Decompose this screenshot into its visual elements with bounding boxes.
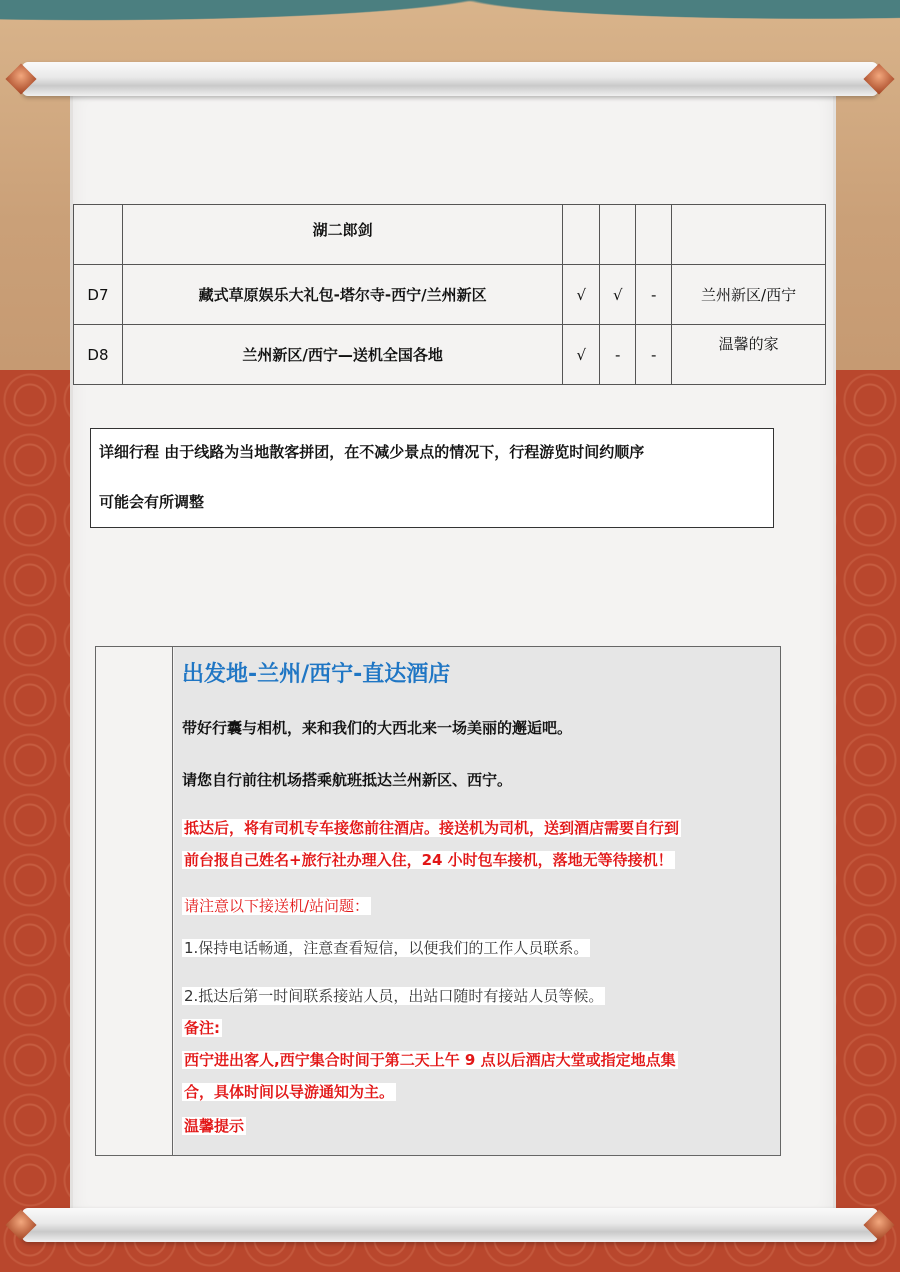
table-row — [74, 265, 826, 325]
intro-text: 带好行囊与相机，来和我们的大西北来一场美丽的邂逅吧。 — [182, 719, 573, 737]
meal-cell — [636, 205, 672, 265]
table-row — [74, 205, 826, 265]
meal-cell — [600, 205, 636, 265]
meal-cell: - — [636, 265, 672, 325]
pickup-line-1-text: 抵达后，将有司机专车接您前往酒店。接送机为司机，送到酒店需要自行到 — [184, 819, 680, 837]
meal-cell: - — [636, 325, 672, 385]
tip-2 — [182, 985, 605, 1006]
notice-line-2: 可能会有所调整 — [99, 493, 205, 511]
remark-label-text: 备注: — [184, 1019, 220, 1037]
route-cell: 兰州新区/西宁—送机全国各地 — [122, 325, 562, 385]
attention-label: 请注意以下接送机/站问题： — [184, 897, 370, 915]
day-cell: D8 — [74, 325, 123, 385]
meal-cell: - — [600, 325, 636, 385]
remark-line-1-text: 西宁进出客人,西宁集合时间于第二天上午 9 点以后酒店大堂或指定地点集 — [184, 1051, 676, 1069]
stay-cell — [672, 205, 826, 265]
stay-cell: 兰州新区/西宁 — [672, 265, 826, 325]
warm-tip-text: 温馨提示 — [184, 1117, 245, 1135]
route-cell: 湖二郎剑 — [122, 205, 562, 265]
warm-tip — [182, 1115, 246, 1136]
background-wave — [0, 0, 900, 50]
day-cell — [74, 205, 123, 265]
remark-line-2 — [182, 1081, 396, 1102]
pickup-line-2-text: 前台报自己姓名+旅行社办理入住，24 小时包车接机，落地无等待接机！ — [184, 851, 673, 869]
tip-2-text: 2.抵达后第一时间联系接站人员，出站口随时有接站人员等候。 — [184, 987, 604, 1005]
scroll-rod-bottom — [22, 1208, 878, 1242]
day-label-column — [96, 647, 173, 1155]
day-detail-content — [174, 647, 780, 1155]
remark-line-1 — [182, 1049, 678, 1070]
tip-1 — [182, 937, 590, 958]
notice-line-1: 详细行程 由于线路为当地散客拼团，在不减少景点的情况下，行程游览时间约顺序 — [99, 443, 645, 461]
route-cell: 藏式草原娱乐大礼包-塔尔寺-西宁/兰州新区 — [122, 265, 562, 325]
tip-1-text: 1.保持电话畅通，注意查看短信，以便我们的工作人员联系。 — [184, 939, 589, 957]
day-cell: D7 — [74, 265, 123, 325]
meal-cell: √ — [563, 265, 600, 325]
pickup-line-1 — [182, 817, 681, 838]
remark-line-2-text: 合，具体时间以导游通知为主。 — [184, 1083, 395, 1101]
itinerary-notice — [90, 428, 774, 528]
meal-cell — [563, 205, 600, 265]
table-row — [74, 325, 826, 385]
self-travel-text: 请您自行前往机场搭乘航班抵达兰州新区、西宁。 — [182, 771, 513, 789]
meal-cell: √ — [600, 265, 636, 325]
pickup-line-2 — [182, 849, 675, 870]
scroll-rod-top — [22, 62, 878, 96]
meal-cell: √ — [563, 325, 600, 385]
itinerary-table — [73, 204, 826, 385]
day-detail-box — [95, 646, 781, 1156]
attention-text — [182, 895, 371, 916]
stay-cell: 温馨的家 — [672, 325, 826, 385]
day-title: 出发地-兰州/西宁-直达酒店 — [182, 662, 451, 687]
remark-label — [182, 1017, 222, 1038]
